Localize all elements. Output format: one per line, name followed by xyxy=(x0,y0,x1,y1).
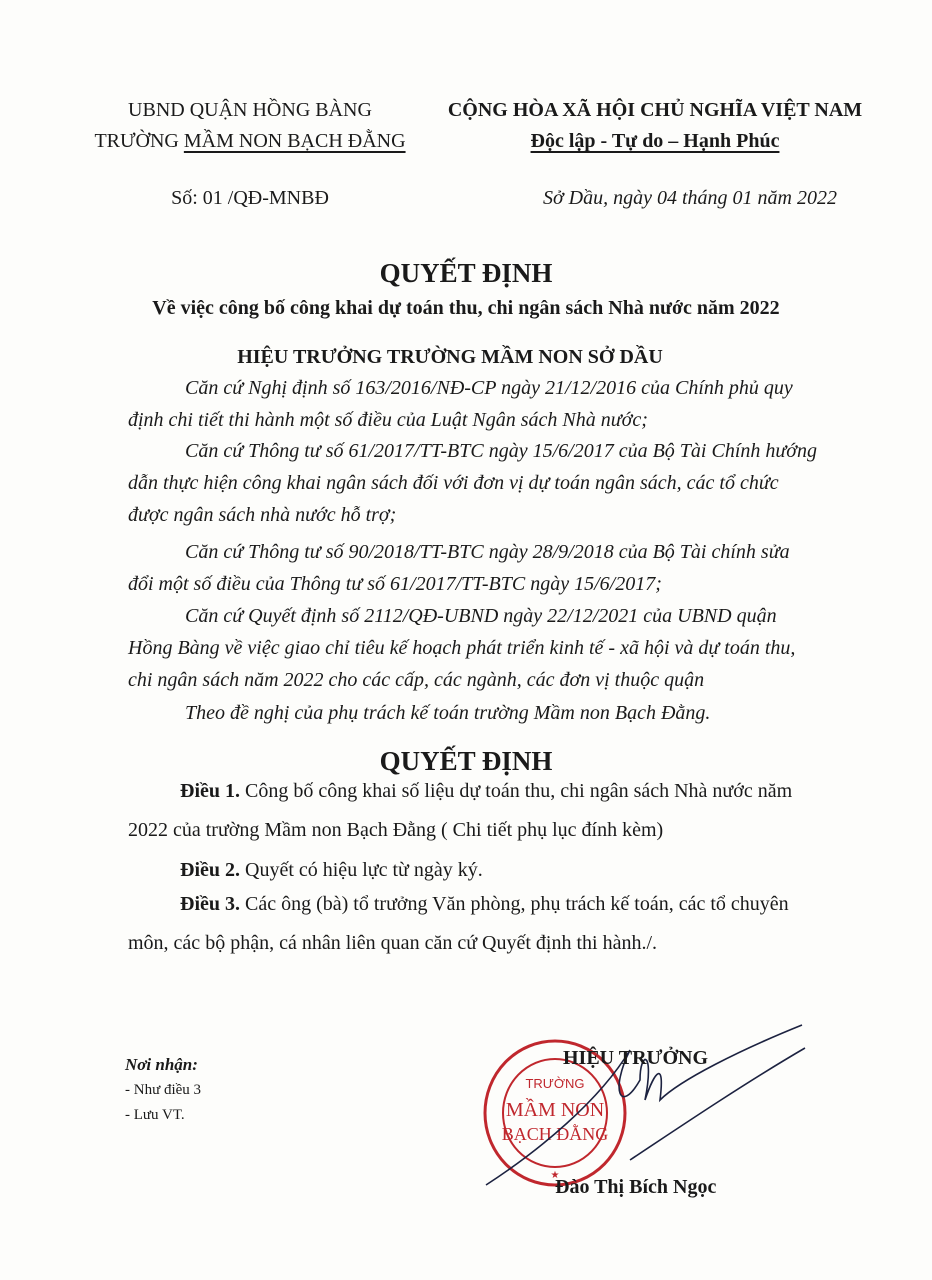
stamp-line: TRƯỜNG xyxy=(525,1076,585,1091)
basis-line: Căn cứ Quyết định số 2112/QĐ-UBND ngày 22/12/2021 của UBND quận xyxy=(185,605,777,627)
basis-line: Theo đề nghị của phụ trách kế toán trường Mầm non Bạch Đằng. xyxy=(185,702,711,724)
agency-name: UBND QUẬN HỒNG BÀNG xyxy=(128,99,372,121)
authority: HIỆU TRƯỞNG TRƯỜNG MẦM NON SỞ DẦU xyxy=(237,346,663,368)
motto: Độc lập - Tự do – Hạnh Phúc xyxy=(530,130,780,152)
basis-line: chi ngân sách năm 2022 cho các cấp, các ngành, các đơn vị thuộc quận xyxy=(128,669,705,691)
basis-line: Hồng Bàng về việc giao chỉ tiêu kế hoạch phát triển kinh tế - xã hội và dự toán thu, xyxy=(128,637,796,659)
basis-line: định chi tiết thi hành một số điều của Luật Ngân sách Nhà nước; xyxy=(128,409,648,431)
article-3-cont: môn, các bộ phận, cá nhân liên quan căn cứ Quyết định thi hành./. xyxy=(128,932,658,954)
basis-line: Căn cứ Thông tư số 90/2018/TT-BTC ngày 28/9/2018 của Bộ Tài chính sửa xyxy=(185,541,790,563)
recipients-title: Nơi nhận: xyxy=(125,1055,198,1074)
article-2: Điều 2. Quyết có hiệu lực từ ngày ký. xyxy=(180,859,483,881)
country-name: CỘNG HÒA XÃ HỘI CHỦ NGHĨA VIỆT NAM xyxy=(447,99,863,121)
school-prefix: TRƯỜNG xyxy=(94,130,184,152)
basis-line: đổi một số điều của Thông tư số 61/2017/TT-BTC ngày 15/6/2017; xyxy=(128,573,662,595)
stamp-line: MẦM NON xyxy=(505,1099,605,1121)
stamp-line: BẠCH ĐẰNG xyxy=(501,1124,609,1144)
place-date: Sở Dầu, ngày 04 tháng 01 năm 2022 xyxy=(543,187,837,209)
recipient-item: - Lưu VT. xyxy=(125,1107,185,1123)
signer-title: HIỆU TRƯỞNG xyxy=(563,1047,709,1069)
article-1-cont: 2022 của trường Mầm non Bạch Đằng ( Chi tiết phụ lục đính kèm) xyxy=(128,819,664,841)
subtitle: Về việc công bố công khai dự toán thu, chi ngân sách Nhà nước năm 2022 xyxy=(152,297,780,319)
article-3: Điều 3. Các ông (bà) tổ trưởng Văn phòng, phụ trách kế toán, các tổ chuyên xyxy=(180,893,789,915)
basis-line: dẫn thực hiện công khai ngân sách đối với đơn vị dự toán ngân sách, các tổ chức xyxy=(128,472,779,494)
article-1: Điều 1. Công bố công khai số liệu dự toán thu, chi ngân sách Nhà nước năm xyxy=(180,780,793,802)
school-header xyxy=(80,129,420,153)
basis-line: Căn cứ Nghị định số 163/2016/NĐ-CP ngày 21/12/2016 của Chính phủ quy xyxy=(185,377,793,399)
basis-line: Căn cứ Thông tư số 61/2017/TT-BTC ngày 15/6/2017 của Bộ Tài Chính hướng xyxy=(185,440,817,462)
signer-name: Đào Thị Bích Ngọc xyxy=(555,1176,717,1198)
decision-title: QUYẾT ĐỊNH xyxy=(379,746,553,776)
page-title: QUYẾT ĐỊNH xyxy=(379,258,553,288)
basis-line: được ngân sách nhà nước hỗ trợ; xyxy=(128,504,397,526)
school-name: MẦM NON BẠCH ĐẰNG xyxy=(183,130,406,152)
recipient-item: - Như điều 3 xyxy=(125,1082,202,1098)
document-number: Số: 01 /QĐ-MNBĐ xyxy=(171,187,329,209)
svg-text:★: ★ xyxy=(550,1170,560,1181)
